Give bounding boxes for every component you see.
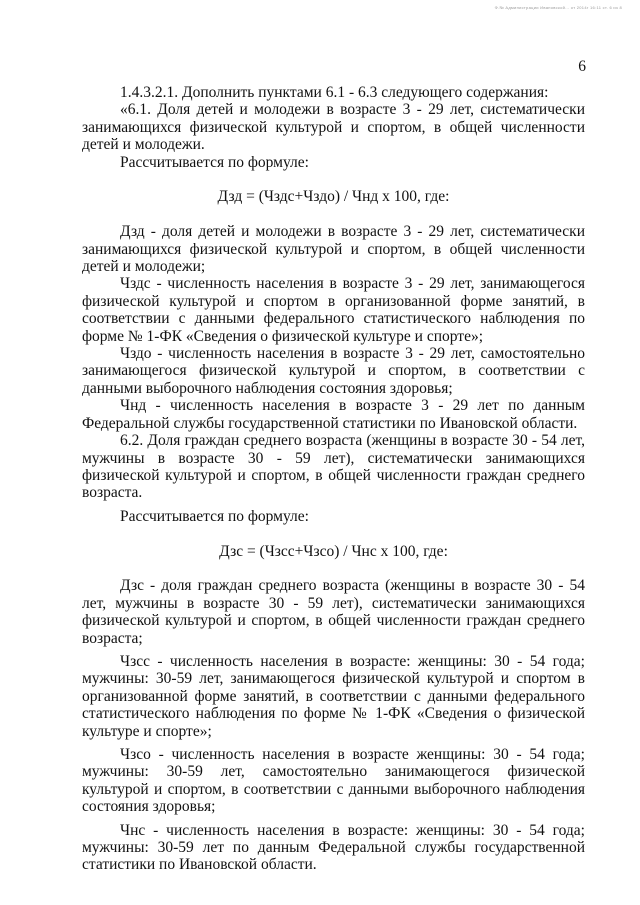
formula-dzs: Дзс = (Чзсс+Чзсо) / Чнс х 100, где: [219,542,448,560]
definition-chzds: Чздс - численность населения в возрасте 3 - 29 лет, занимающегося физической культурой и спортом в организованной форме занятий, в соответствии с данными федерального статистического наблюдения по форме № 1-ФК «Сведения о физической культуре и спорте»; [82,275,585,345]
fax-header-line: Ф.№ Администрации Ивановской... от 2014г 16:11 ст. 6 из 8 [494,5,622,10]
definition-dzd: Дзд - доля детей и молодежи в возрасте 3 - 29 лет, систематически занимающихся физической культурой и спортом, в общей численности детей и молодежи; [82,223,585,276]
definition-chzso: Чзсо - численность населения в возрасте женщины: 30 - 54 года; мужчины: 30-59 лет, самостоятельно занимающегося физической культурой и спортом, в соответствии с данными выборочного наблюдения состояния здоровья; [82,745,585,816]
definition-chns: Чнс - численность населения в возрасте: женщины: 30 - 54 года; мужчины: 30-59 лет по данным Федеральной службы государственной статистики по Ивановской области. [82,821,585,874]
paragraph-6-2: 6.2. Доля граждан среднего возраста (женщины в возрасте 30 - 54 лет, мужчины в возрасте 30 - 59 лет), систематически занимающихся физической культурой и спортом, в общей численности граждан среднего возраста. [82,432,585,502]
definition-chnd: Чнд - численность населения в возрасте 3 - 29 лет по данным Федеральной службы государственной статистики по Ивановской области. [82,397,585,432]
document-body [82,84,585,874]
formula-intro-1: Рассчитывается по формуле: [120,153,309,171]
paragraph-intro: 1.4.3.2.1. Дополнить пунктами 6.1 - 6.3 следующего содержания: [120,84,549,101]
definition-chzdo: Чздо - численность населения в возрасте 3 - 29 лет, самостоятельно занимающегося физической культурой и спортом, в соответствии с данными выборочного наблюдения состояния здоровья; [82,345,585,397]
definition-chzss: Чзсс - численность населения в возрасте: женщины: 30 - 54 года; мужчины: 30-59 лет, занимающегося физической культурой и спортом в организованной форме занятий, в соответствии с данными федерального статистического наблюдения по форме № 1-ФК «Сведения о физической культуре и спорте»; [82,652,585,740]
page-number: 6 [578,58,586,75]
formula-dzd: Дзд = (Чздс+Чздо) / Чнд х 100, где: [217,188,450,206]
formula-intro-2: Рассчитывается по формуле: [120,507,309,525]
paragraph-6-1: «6.1. Доля детей и молодежи в возрасте 3 - 29 лет, систематически занимающихся физической культурой и спортом, в общей численности детей и молодежи. [82,101,585,154]
definition-dzs: Дзс - доля граждан среднего возраста (женщины в возрасте 30 - 54 лет, мужчины в возрасте 30 - 59 лет), систематически занимающихся физической культурой и спортом, в общей численности граждан среднего возраста; [82,577,585,647]
